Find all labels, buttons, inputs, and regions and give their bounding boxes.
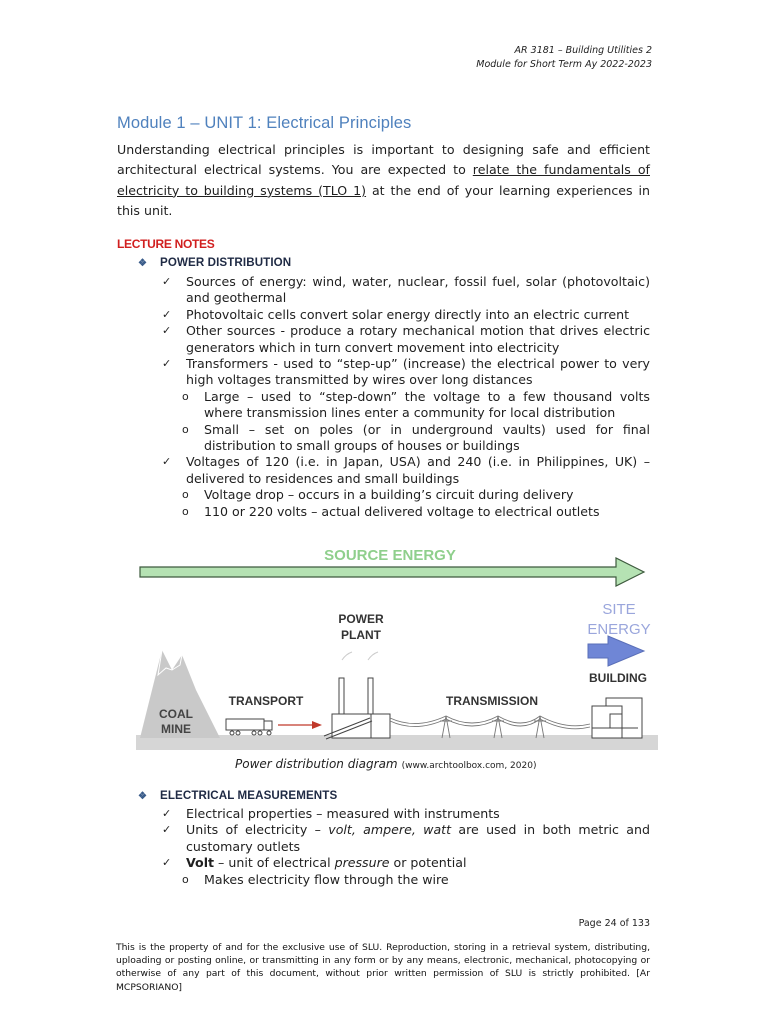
circle-bullet-icon: o	[182, 422, 189, 436]
power-distribution-diagram	[136, 540, 658, 752]
intro-paragraph	[117, 140, 650, 222]
list-item: ✓ Volt – unit of electrical pressure or potential	[162, 855, 467, 871]
svg-text:BUILDING: BUILDING	[589, 671, 647, 685]
sub-list-item: o Voltage drop – occurs in a building’s circuit during delivery	[182, 487, 574, 503]
svg-text:ENERGY: ENERGY	[587, 621, 651, 638]
circle-bullet-icon: o	[182, 389, 189, 403]
list-item: ✓ Units of electricity – volt, ampere, watt are used in both metric and customary outlets	[162, 822, 650, 854]
intro-learning-outcome: relate the fundamentals of electricity to building systems (TLO 1)	[117, 162, 650, 198]
sub-list-item: o Makes electricity flow through the wire	[182, 871, 449, 887]
svg-text:SITE: SITE	[602, 601, 636, 618]
checkmark-icon: ✓	[162, 357, 172, 371]
building-icon	[592, 698, 642, 738]
site-energy-arrow-icon	[588, 636, 644, 666]
figure-caption: Power distribution diagram (www.archtoolbox.com, 2020)	[235, 757, 537, 771]
page-title: Module 1 – UNIT 1: Electrical Principles	[117, 114, 412, 132]
diamond-bullet-icon: ❖	[138, 258, 148, 269]
list-item: ✓ Electrical properties – measured with instruments	[162, 806, 500, 821]
svg-text:PLANT: PLANT	[341, 628, 381, 642]
list-item: ✓ Other sources - produce a rotary mechanical motion that drives electric generators which in turn convert movement into electricity	[162, 323, 650, 355]
course-code: AR 3181 – Building Utilities 2	[514, 45, 652, 56]
list-item: ✓ Transformers - used to “step-up” (increase) the electrical power to very high voltages transmitted by wires over long distances	[162, 356, 650, 388]
section-heading-electrical-measurements: ❖ ELECTRICAL MEASUREMENTS	[138, 789, 338, 802]
intro-text-1: Understanding electrical principles is important to designing safe and efficient architectural electrical systems. You are expected to	[117, 142, 650, 178]
list-item: ✓ Voltages of 120 (i.e. in Japan, USA) and 240 (i.e. in Philippines, UK) – delivered to residences and small buildings	[162, 454, 650, 486]
list-item: ✓ Photovoltaic cells convert solar energy directly into an electric current	[162, 306, 630, 322]
svg-text:MINE: MINE	[161, 722, 191, 736]
power-distribution-list	[162, 274, 650, 520]
module-term: Module for Short Term Ay 2022-2023	[476, 59, 652, 70]
page-number: Page 24 of 133	[578, 918, 650, 929]
circle-bullet-icon: o	[182, 488, 189, 502]
checkmark-icon: ✓	[162, 307, 172, 321]
intro-text-2: at the end of your learning experiences in this unit.	[117, 182, 650, 219]
sub-list-item: o Large – used to “step-down” the voltage to a few thousand volts where transmission lines enter a community for local distribution	[182, 388, 650, 421]
svg-text:TRANSMISSION: TRANSMISSION	[445, 694, 539, 708]
source-energy-label: SOURCE ENERGY	[324, 547, 456, 564]
circle-bullet-icon: o	[182, 504, 189, 518]
checkmark-icon: ✓	[162, 807, 172, 820]
checkmark-icon: ✓	[162, 856, 172, 870]
svg-text:COAL: COAL	[159, 707, 193, 721]
power-plant-icon	[324, 652, 390, 739]
transport-arrow-icon	[278, 721, 322, 729]
section-heading-power-distribution: ❖ POWER DISTRIBUTION	[138, 256, 292, 269]
copyright-footer: This is the property of and for the exclusive use of SLU. Reproduction, storing in a retrieval system, distributing, uploading or posting online, or transmitting in any form or by any means, electronic, mechanical, photocopying or otherwise of any part of this document, without prior written permission of SLU is strictly prohibited. [Ar MCPSORIANO]	[116, 942, 650, 993]
checkmark-icon: ✓	[162, 455, 172, 469]
diamond-bullet-icon: ❖	[138, 791, 148, 802]
circle-bullet-icon: o	[182, 872, 189, 886]
lecture-notes-label: LECTURE NOTES	[117, 237, 215, 251]
figure-source: (www.archtoolbox.com, 2020)	[401, 761, 537, 771]
transmission-lines-icon	[390, 716, 590, 738]
sub-list-item: o 110 or 220 volts – actual delivered voltage to electrical outlets	[182, 503, 600, 519]
checkmark-icon: ✓	[162, 823, 172, 837]
electrical-measurements-list	[162, 806, 650, 888]
checkmark-icon: ✓	[162, 275, 172, 288]
running-header	[476, 44, 652, 72]
sub-list-item: o Small – set on poles (or in underground vaults) used for final distribution to small groups of houses or buildings	[182, 421, 650, 454]
list-item: ✓ Sources of energy: wind, water, nuclear, fossil fuel, solar (photovoltaic) and geothermal	[162, 274, 650, 306]
checkmark-icon: ✓	[162, 324, 172, 338]
svg-text:POWER: POWER	[338, 612, 384, 626]
svg-text:TRANSPORT: TRANSPORT	[228, 694, 304, 708]
truck-icon	[226, 719, 272, 735]
